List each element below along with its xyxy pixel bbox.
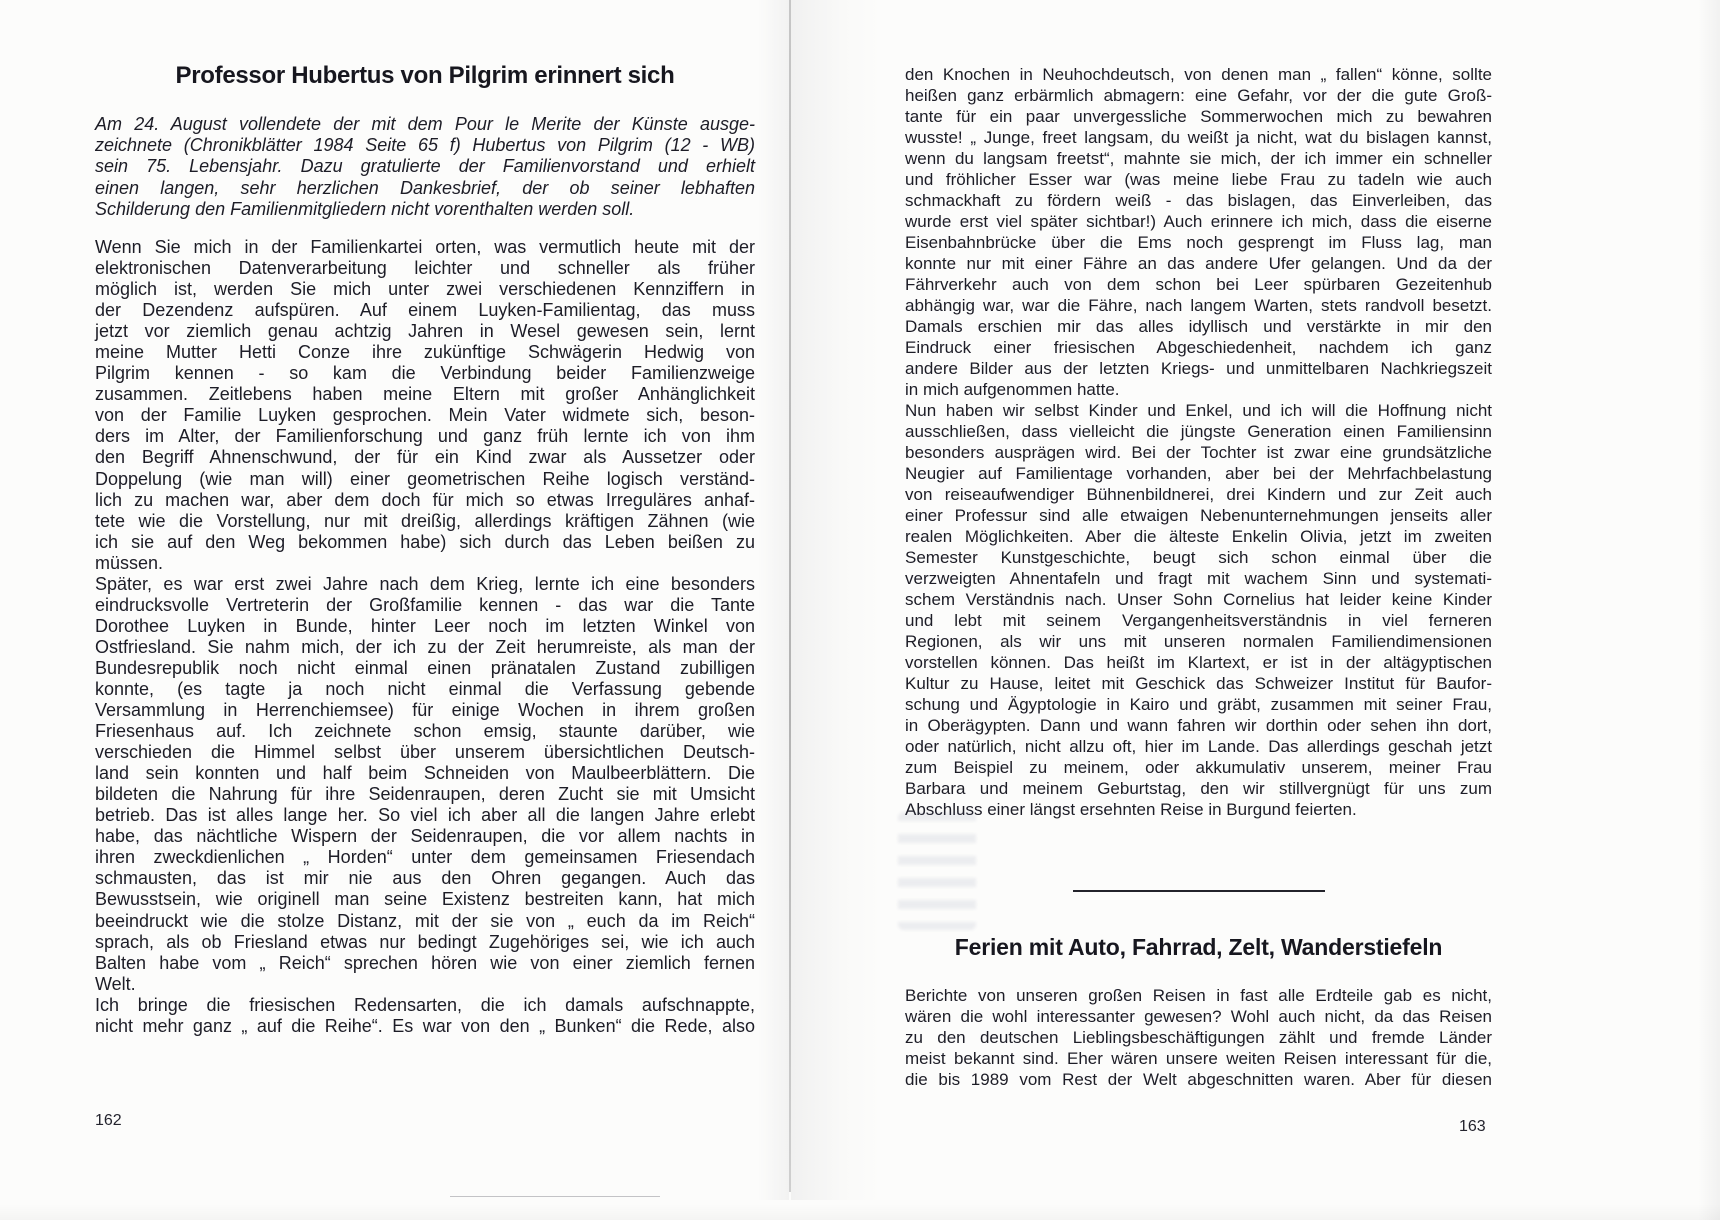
ink-bleed-smudge	[898, 812, 976, 930]
text-line: die bis 1989 vom Rest der Welt abgeschnitten waren. Aber für diesen	[905, 1070, 1492, 1089]
text-line: zum Beispiel zu meinem, oder akkumulativ unserem, meiner Frau	[905, 758, 1492, 777]
text-line: Barbara und meinem Geburtstag, den wir stillvergnügt für uns zum	[905, 779, 1492, 798]
text-line: Ich bringe die friesischen Redensarten, die ich damals aufschnappte,	[95, 994, 755, 1015]
text-line: oder natürlich, nicht allzu oft, hier im Lande. Das allerdings geschah jetzt	[905, 737, 1492, 756]
text-line: Eindruck einer friesischen Abgeschiedenheit, nachdem ich ganz	[905, 338, 1492, 357]
text-line: Damals erschien mir das alles idyllisch und verstärkte in mir den	[905, 317, 1492, 336]
text-line: den Begriff Ahnenschwund, der für ein Kind zwar als Aussetzer oder	[95, 447, 755, 468]
text-line: jetzt vor ziemlich genau achtzig Jahren in Wesel gewesen sein, lernt	[95, 321, 755, 342]
left-page	[95, 62, 755, 1037]
text-line: Versammlung in Herrenchiemsee) für einige Wochen in ihrem großen	[95, 700, 755, 721]
gutter-shadow-right	[791, 0, 883, 1200]
text-line: meist bekannt sind. Eher wären unsere weiten Reisen interessant für die,	[905, 1049, 1492, 1068]
text-line: Pilgrim kennen - so kam die Verbindung beider Familienzweige	[95, 363, 755, 384]
text-line: ausschließen, dass vielleicht die jüngste Generation einen Familiensinn	[905, 422, 1492, 441]
text-line: ders im Alter, der Familienforschung und ganz früh lernte ich von ihm	[95, 426, 755, 447]
page-title: Professor Hubertus von Pilgrim erinnert sich	[175, 62, 675, 89]
text-line: Bundesrepublik noch nicht einmal einen pränatalen Zustand zubilligen	[95, 657, 755, 678]
text-line: Doppelung (wie man will) einer geometrischen Reihe logisch verständ-	[95, 468, 755, 489]
intro-paragraph	[95, 114, 755, 220]
text-line: habe, das nächtliche Wispern der Seidenraupen, die vor allem nachts in	[95, 826, 755, 847]
text-line: sein 75. Lebensjahr. Dazu gratulierte der Familienvorstand und erhielt	[95, 156, 755, 177]
text-line: elektronischen Datenverarbeitung leichter und schneller als früher	[95, 258, 755, 279]
text-line: wenn du langsam freetst“, mahnte sie mich, der ich immer ein schneller	[905, 149, 1492, 168]
text-line: möglich ist, werden Sie mich unter zwei verschiedenen Kennziffern in	[95, 279, 755, 300]
text-line: Regionen, als wir uns mit unseren normalen Familiendimensionen	[905, 632, 1492, 651]
text-line: zu den deutschen Lieblingsbeschäftigungen zählt und fremde Länder	[905, 1028, 1492, 1047]
text-line: abhängig war, war die Fähre, nach langem Warten, stets randvoll besetzt.	[905, 296, 1492, 315]
text-line: wären die wohl interessanter gewesen? Wohl auch nicht, da das Reisen	[905, 1007, 1492, 1026]
text-line: Friesenhaus auf. Ich zeichnete schon emsig, staunte darüber, wie	[95, 721, 755, 742]
text-line: nicht mehr ganz „ auf die Reihe“. Es war von den „ Bunken“ die Rede, also	[95, 1015, 755, 1036]
text-line: tete wie die Vorstellung, nur mit dreißig, allerdings kräftigen Zähnen (wie	[95, 510, 755, 531]
text-line: in mich aufgenommen hatte.	[905, 380, 1120, 399]
text-line: Nun haben wir selbst Kinder und Enkel, und ich will die Hoffnung nicht	[905, 401, 1492, 420]
text-line: lich zu machen war, aber dem doch für mich so etwas Irreguläres anhaf-	[95, 489, 755, 510]
text-line: land sein konnten und half beim Schneiden von Maulbeerblättern. Die	[95, 763, 755, 784]
text-line: Schilderung den Familienmitgliedern nicht vorenthalten werden soll.	[95, 198, 635, 219]
text-line: Bewusstsein, wie originell man seine Existenz bestreiten kann, hat mich	[95, 889, 755, 910]
text-line: und fröhlicher Esser war (was meine liebe Frau zu tadeln wie auch	[905, 170, 1492, 189]
left-body-text	[95, 237, 755, 1037]
text-line: von reiseaufwendiger Bühnenbildnerei, drei Kindern und zur Zeit auch	[905, 485, 1492, 504]
text-line: Neugier auf Familientage vorhanden, aber bei der Mehrfachbelastung	[905, 464, 1492, 483]
text-line: Berichte von unseren großen Reisen in fast alle Erdteile gab es nicht,	[905, 986, 1492, 1005]
text-line: Fährverkehr auch von dem schon bei Leer spürbaren Gezeitenhub	[905, 275, 1492, 294]
page-number-right: 163	[1459, 1118, 1486, 1135]
text-line: zeichnete (Chronikblätter 1984 Seite 65 f) Hubertus von Pilgrim (12 - WB)	[95, 135, 755, 156]
text-line: realen Möglichkeiten. Aber die älteste Enkelin Olivia, jetzt im zweiten	[905, 527, 1492, 546]
text-line: zusammen. Zeitlebens haben meine Eltern mit großer Anhänglichkeit	[95, 384, 755, 405]
text-line: ich sie auf den Weg bekommen habe) sich durch das Leben beißen zu	[95, 531, 755, 552]
text-line: tante für ein paar unvergessliche Sommerwochen mich zu bewahren	[905, 107, 1492, 126]
text-line: einen langen, sehr herzlichen Dankesbrief, der ob seiner lebhaften	[95, 177, 755, 198]
text-line: schung und Ägyptologie in Kairo und gräbt, zusammen mit seiner Frau,	[905, 695, 1492, 714]
text-line: in Oberägypten. Dann und wann fahren wir dorthin oder sehen ihn dort,	[905, 716, 1492, 735]
text-line: den Knochen in Neuhochdeutsch, von denen man „ fallen“ könne, sollte	[905, 65, 1492, 84]
text-line: Abschluss einer längst ersehnten Reise in Burgund feierten.	[905, 800, 1357, 819]
text-line: konnte nur mit einer Fähre an das andere Ufer gelangen. Und da der	[905, 254, 1492, 273]
text-line: beeindruckt wie die stolze Distanz, mit der sie von „ euch da im Reich“	[95, 910, 755, 931]
gutter-shadow-left	[757, 0, 789, 1200]
text-line: schem Verständnis nach. Unser Sohn Cornelius hat leider keine Kinder	[905, 590, 1492, 609]
text-line: sprach, als ob Friesland etwas nur bedingt Zugehöriges sei, wie ich auch	[95, 931, 755, 952]
text-line: Eisenbahnbrücke über die Ems noch gesprengt im Fluss lag, man	[905, 233, 1492, 252]
text-line: verzweigten Ahnentafeln und fragt mit wachem Sinn und systemati-	[905, 569, 1492, 588]
paper-edge-shadow-right	[1698, 0, 1720, 1220]
right-body-text	[905, 64, 1492, 820]
text-line: wurde erst viel später sichtbar!) Auch erinnere ich mich, dass die eiserne	[905, 212, 1492, 231]
right-section-body-text	[905, 985, 1492, 1090]
text-line: wusste! „ Junge, freet langsam, du weißt ja nicht, wat du bislagen kannst,	[905, 128, 1492, 147]
text-line: der Dezendenz aufspüren. Auf einem Luyken-Familientag, das muss	[95, 300, 755, 321]
text-line: Semester Kunstgeschichte, beugt sich schon einmal über die	[905, 548, 1492, 567]
text-line: von der Familie Luyken gesprochen. Mein Vater widmete sich, beson-	[95, 405, 755, 426]
right-page	[905, 64, 1492, 1090]
section-title: Ferien mit Auto, Fahrrad, Zelt, Wanderstiefeln	[954, 934, 1443, 960]
text-line: eindrucksvolle Vertreterin der Großfamilie kennen - das war die Tante	[95, 594, 755, 615]
section-divider-rule	[1073, 890, 1325, 892]
text-line: ihren zweckdienlichen „ Horden“ unter dem gemeinsamen Friesendach	[95, 847, 755, 868]
text-line: müssen.	[95, 552, 164, 573]
text-line: verschieden die Himmel selbst über unserem übersichtlichen Deutsch-	[95, 742, 755, 763]
text-line: andere Bilder aus der letzten Kriegs- und unmittelbaren Nachkriegszeit	[905, 359, 1492, 378]
text-line: besonders ausprägen wird. Bei der Tochter ist zwar eine grundsätzliche	[905, 443, 1492, 462]
text-line: vorstellen können. Das heißt im Klartext, er ist in der altägyptischen	[905, 653, 1492, 672]
text-line: einer Professur sind alle etwaigen Nebenunternehmungen jenseits aller	[905, 506, 1492, 525]
text-line: heißen ganz erbärmlich abmagern: eine Gefahr, vor der die gute Groß-	[905, 86, 1492, 105]
paper-edge-shadow-bottom	[0, 1204, 1720, 1220]
text-line: bildeten die Nahrung für ihre Seidenraupen, deren Zucht sie mit Umsicht	[95, 784, 755, 805]
text-line: schmausten, das ist mir nie aus den Ohren gegangen. Auch das	[95, 868, 755, 889]
text-line: Welt.	[95, 973, 136, 994]
text-line: meine Mutter Hetti Conze ihre zukünftige Schwägerin Hedwig von	[95, 342, 755, 363]
text-line: Am 24. August vollendete der mit dem Pour le Merite der Künste ausge-	[95, 114, 755, 134]
text-line: und lebt mit seinem Vergangenheitsverständnis in viel ferneren	[905, 611, 1492, 630]
page-number-left: 162	[95, 1112, 122, 1129]
text-line: schmackhaft zu fördern weiß - das bislagen, das Einverleiben, das	[905, 191, 1492, 210]
page-crease-line	[450, 1196, 660, 1197]
text-line: Kultur zu Hause, leitet mit Geschick das Schweizer Institut für Baufor-	[905, 674, 1492, 693]
text-line: Balten habe vom „ Reich“ sprechen hören wie von einer ziemlich fernen	[95, 952, 755, 973]
text-line: betrieb. Das ist alles lange her. So viel ich aber all die langen Jahre erlebt	[95, 805, 755, 826]
text-line: Ostfriesland. Sie nahm mich, der ich zu der Zeit herumreiste, als man der	[95, 636, 755, 657]
text-line: konnte, (es tagte ja noch nicht einmal die Verfassung gebende	[95, 679, 755, 699]
text-line: Dorothee Luyken in Bunde, hinter Leer noch im letzten Winkel von	[95, 615, 755, 636]
text-line: Später, es war erst zwei Jahre nach dem Krieg, lernte ich eine besonders	[95, 573, 755, 594]
text-line: Wenn Sie mich in der Familienkartei orten, was vermutlich heute mit der	[95, 237, 755, 258]
